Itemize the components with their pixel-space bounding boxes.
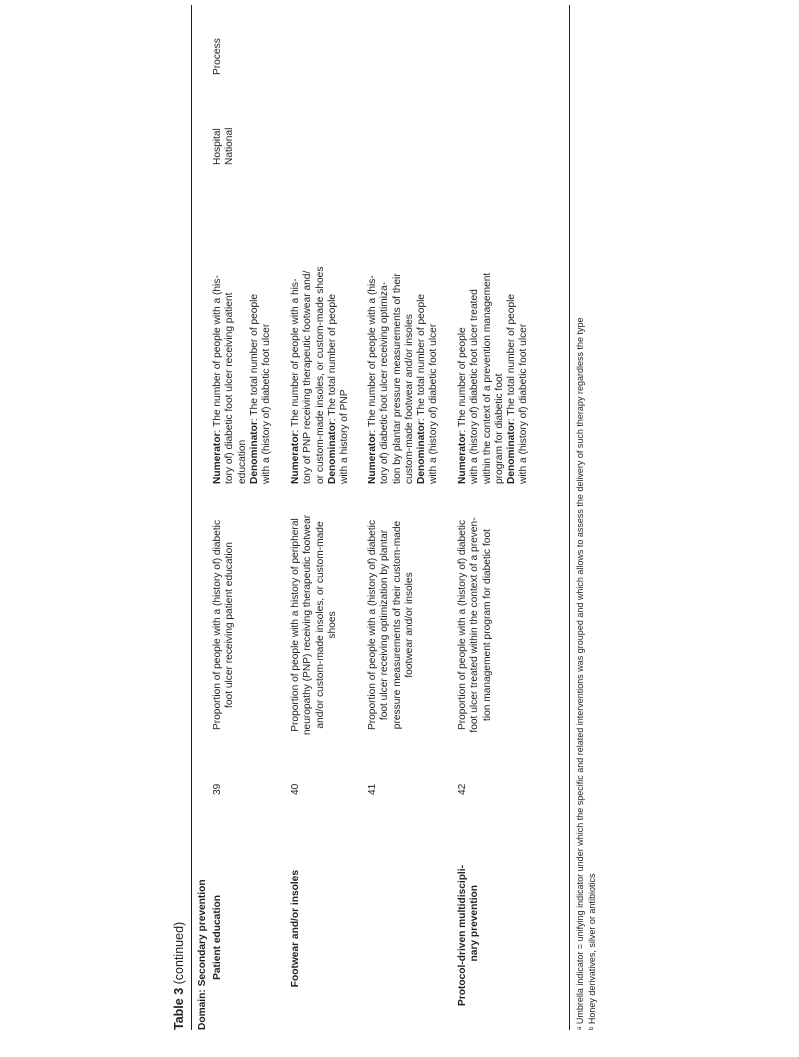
calc-line: custom-made footwear and/or insoles xyxy=(403,314,415,484)
domain-heading: Domain: Secondary prevention xyxy=(197,879,208,1030)
calc-line: tory of PNP receiving therapeutic footwear and/ xyxy=(302,270,314,484)
indicator-line: footwear and/or insoles xyxy=(403,572,415,678)
row-40-calculation xyxy=(290,267,351,484)
row-40-indicator xyxy=(290,510,339,740)
calc-line: with a (history of) diabetic foot ulcer treated xyxy=(469,289,481,484)
row-42-calculation xyxy=(457,273,531,484)
denominator-label: Denominator xyxy=(506,421,518,484)
row-39-name: Patient education xyxy=(212,895,223,980)
numerator-label: Numerator xyxy=(367,432,378,484)
bottom-rule xyxy=(569,5,570,1030)
numerator-label: Numerator xyxy=(212,432,223,484)
calc-line: tion by plantar pressure measurements of their xyxy=(391,273,403,484)
row-41-id: 41 xyxy=(367,783,378,795)
row-39-id: 39 xyxy=(212,783,223,795)
calc-line: with a (history of) diabetic foot ulcer xyxy=(518,323,530,484)
level-line: Hospital xyxy=(212,128,223,165)
calc-line: program for diabetic foot xyxy=(493,373,505,484)
calc-text: : The number of people xyxy=(457,327,468,433)
table-caption xyxy=(172,922,186,1030)
row-42-indicator xyxy=(457,510,494,740)
calc-text: : The total number of people xyxy=(326,293,338,422)
numerator-label: Numerator xyxy=(290,432,301,484)
calc-text: : The number of people with a his- xyxy=(290,278,301,433)
calc-line: education xyxy=(236,439,248,484)
level-line: National xyxy=(224,127,236,165)
table-continued: (continued) xyxy=(172,921,186,985)
indicator-line: Proportion of people with a (history of) diabetic xyxy=(457,519,468,731)
name-line: Protocol-driven multidiscipli- xyxy=(457,865,468,1006)
footnote-b: ᵇ Honey derivatives, silver or antibiotics xyxy=(587,873,597,1030)
calc-line: with a (history of) diabetic foot ulcer xyxy=(428,323,440,484)
calc-line: tory of) diabetic foot ulcer receiving optimiza- xyxy=(379,281,391,484)
row-39-type: Process xyxy=(212,38,223,75)
row-40-id: 40 xyxy=(290,783,301,795)
calc-line: with a history of PNP xyxy=(339,389,351,484)
name-line: nary prevention xyxy=(469,885,481,962)
row-42-name xyxy=(457,865,482,1030)
calc-line: tory of) diabetic foot ulcer receiving patient xyxy=(224,292,236,484)
calc-text: : The total number of people xyxy=(416,293,428,422)
row-39-indicator xyxy=(212,510,237,740)
calc-text: : The total number of people xyxy=(248,293,260,422)
row-39-level xyxy=(212,128,237,165)
row-42-id: 42 xyxy=(457,783,468,795)
table-label: Table 3 xyxy=(172,987,186,1030)
indicator-line: Proportion of people with a history of peripheral xyxy=(290,518,301,732)
row-41-indicator xyxy=(367,510,416,740)
indicator-line: Proportion of people with a (history of) diabetic xyxy=(367,519,378,731)
calc-line: with a (history of) diabetic foot ulcer xyxy=(261,323,273,484)
indicator-line: foot ulcer receiving patient education xyxy=(224,542,236,708)
row-41-calculation xyxy=(367,273,441,484)
indicator-line: pressure measurements of their custom-made xyxy=(391,520,403,730)
denominator-label: Denominator xyxy=(326,421,338,484)
calc-text: : The number of people with a (his- xyxy=(367,275,378,433)
indicator-line: Proportion of people with a (history of) diabetic xyxy=(212,519,223,731)
calc-text: : The total number of people xyxy=(506,293,518,422)
indicator-line: shoes xyxy=(326,611,338,639)
denominator-label: Denominator xyxy=(248,421,260,484)
row-39-calculation xyxy=(212,275,273,484)
indicator-line: tion management program for diabetic foot xyxy=(481,529,493,721)
calc-line: or custom-made insoles, or custom-made shoes xyxy=(314,266,326,484)
indicator-line: foot ulcer receiving optimization by plantar xyxy=(379,529,391,721)
calc-line: within the context of a prevention management xyxy=(481,272,493,484)
row-40-name: Footwear and/or insoles xyxy=(290,870,301,988)
indicator-line: and/or custom-made insoles, or custom-made xyxy=(314,521,326,729)
footnote-a: ᵃ Umbrella indicator = unifying indicator under which the specific and related interventions was grouped and which allows to assess the delivery of such therapy regardless the type xyxy=(575,317,585,1030)
indicator-line: foot ulcer treated within the context of a preven- xyxy=(469,517,481,733)
calc-text: : The number of people with a (his- xyxy=(212,275,223,433)
top-rule xyxy=(191,5,192,1030)
rotated-table-page xyxy=(172,5,602,1030)
numerator-label: Numerator xyxy=(457,432,468,484)
denominator-label: Denominator xyxy=(416,421,428,484)
indicator-line: neuropathy (PNP) receiving therapeutic footwear xyxy=(302,514,314,736)
